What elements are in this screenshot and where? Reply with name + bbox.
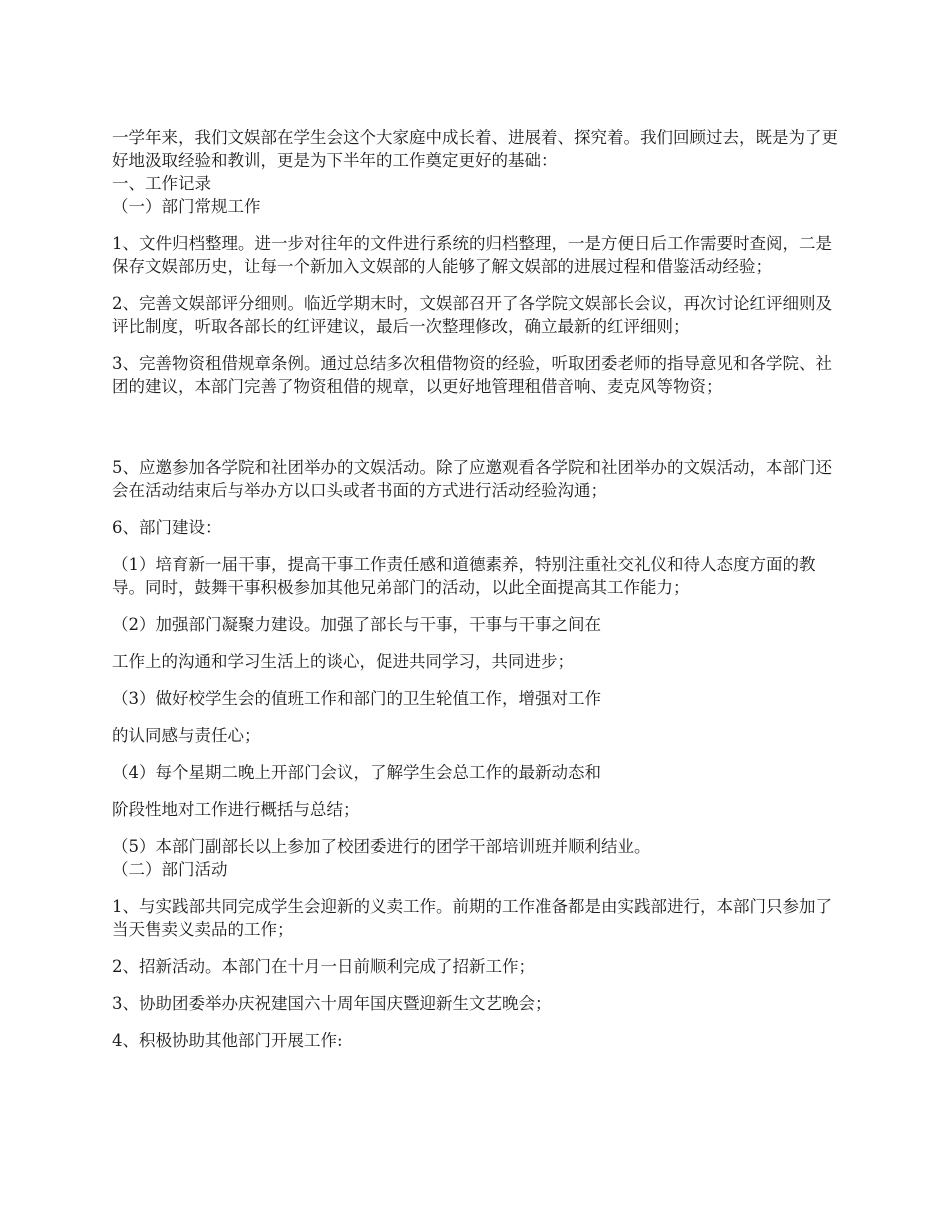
paragraph-sub-3a: （3）做好校学生会的值班工作和部门的卫生轮值工作，增强对工作 [112,689,601,708]
intro-paragraph: 一学年来，我们文娱部在学生会这个大家庭中成长着、进展着、探究着。我们回顾过去，既是为了更好地汲取经验和教训，更是为下半年的工作奠定更好的基础： [112,128,838,170]
paragraph-item-1: 1、文件归档整理。进一步对往年的文件进行系统的归档整理，一是方便日后工作需要时查阅，二是保存文娱部历史，让每一个新加入文娱部的人能够了解文娱部的进展过程和借鉴活动经验； [112,234,832,276]
subsection-heading-activities: （二）部门活动 [112,860,228,879]
document-body [112,126,842,1052]
subsection-heading-routine-work: （一）部门常规工作 [112,197,261,216]
paragraph-item-3: 3、完善物资租借规章条例。通过总结多次租借物资的经验，听取团委老师的指导意见和各学院、社团的建议，本部门完善了物资租借的规章，以更好地管理租借音响、麦克风等物资； [112,354,832,396]
section-heading-work-record: 一、工作记录 [112,174,211,193]
activity-item-1: 1、与实践部共同完成学生会迎新的义卖工作。前期的工作准备都是由实践部进行，本部门只参加了当天售卖义卖品的工作； [112,897,832,939]
paragraph-item-5: 5、应邀参加各学院和社团举办的文娱活动。除了应邀观看各学院和社团举办的文娱活动，本部门还会在活动结束后与举办方以口头或者书面的方式进行活动经验沟通； [112,458,832,500]
activity-item-3: 3、协助团委举办庆祝建国六十周年国庆暨迎新生文艺晚会； [112,994,552,1013]
paragraph-sub-2a: （2）加强部门凝聚力建设。加强了部长与干事，干事与干事之间在 [112,615,601,634]
paragraph-sub-1: （1）培育新一届干事，提高干事工作责任感和道德素养，特别注重社交礼仪和待人态度方面的教导。同时，鼓舞干事积极参加其他兄弟部门的活动，以此全面提高其工作能力； [112,555,816,597]
paragraph-item-6: 6、部门建设： [112,518,222,537]
paragraph-sub-4a: （4）每个星期二晚上开部门会议，了解学生会总工作的最新动态和 [112,763,601,782]
activity-item-4: 4、积极协助其他部门开展工作: [112,1031,343,1050]
paragraph-sub-2b: 工作上的沟通和学习生活上的谈心，促进共同学习，共同进步； [112,652,574,671]
paragraph-sub-5: （5）本部门副部长以上参加了校团委进行的团学干部培训班并顺利结业。 [112,837,651,856]
activity-item-2: 2、招新活动。本部门在十月一日前顺利完成了招新工作； [112,957,535,976]
paragraph-sub-3b: 的认同感与责任心； [112,726,261,745]
paragraph-sub-4b: 阶段性地对工作进行概括与总结； [112,800,360,819]
paragraph-item-2: 2、完善文娱部评分细则。临近学期末时，文娱部召开了各学院文娱部长会议，再次讨论红评细则及评比制度，听取各部长的红评建议，最后一次整理修改，确立最新的红评细则； [112,294,832,336]
